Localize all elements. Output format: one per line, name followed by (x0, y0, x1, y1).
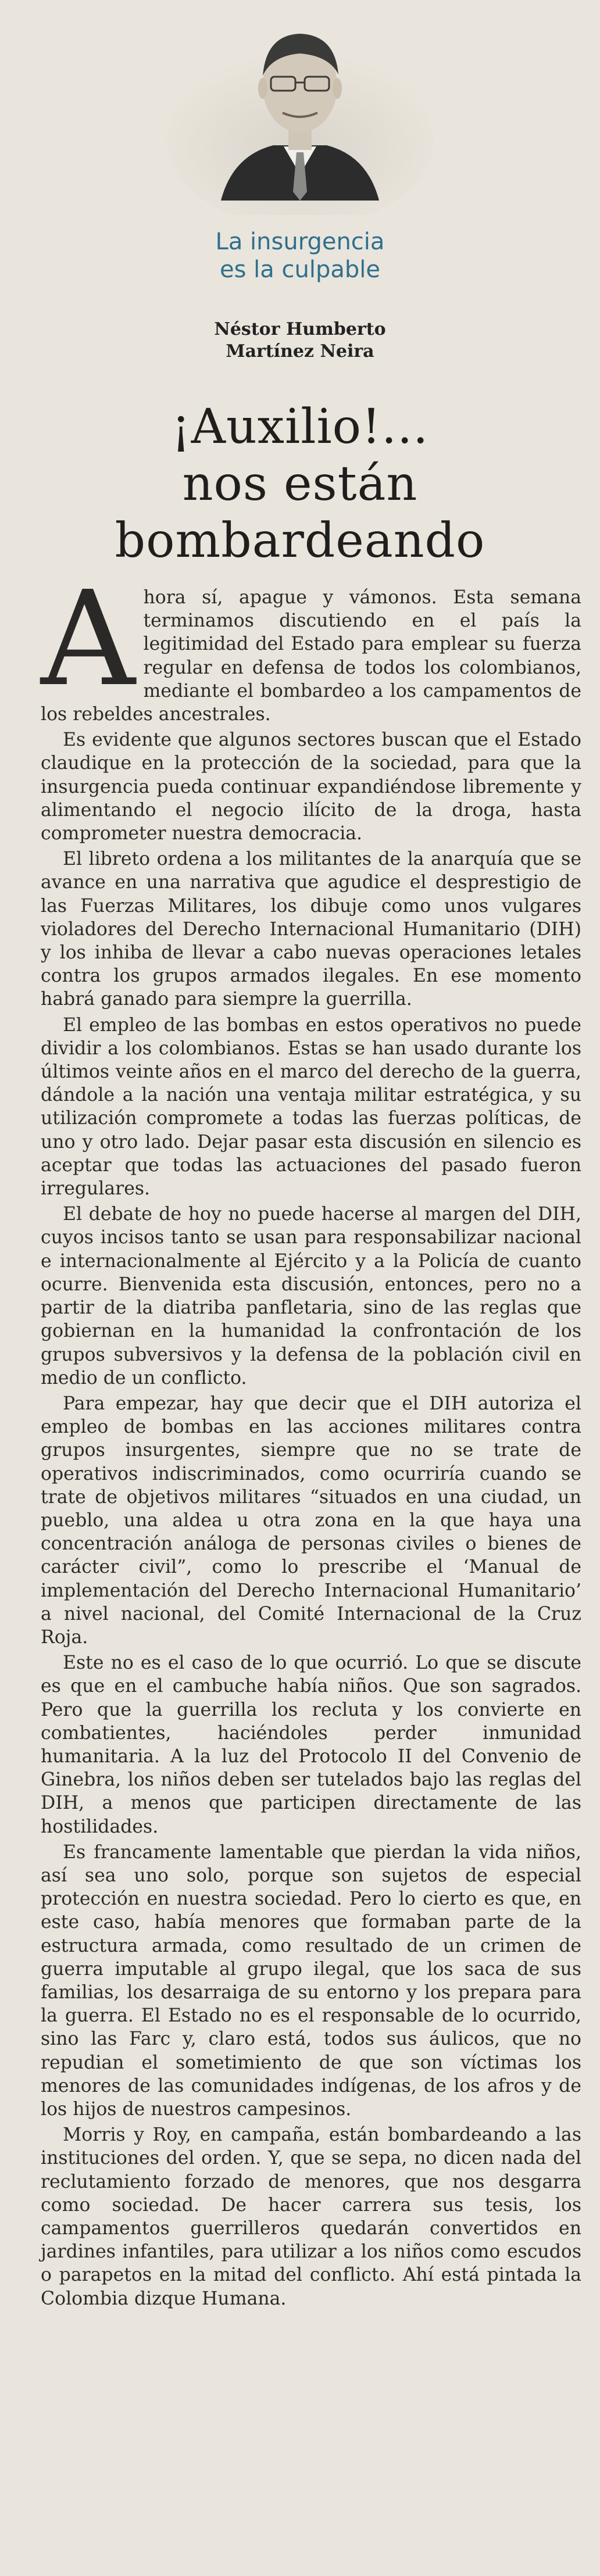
paragraph-2: Es evidente que algunos sectores buscan que el Estado claudique en la protección de la sociedad, para que la insurgencia pueda continuar expandiéndose libremente y alimentando el negocio ilícito de la droga, hasta comprometer nuestra democracia. (41, 729, 581, 845)
author-name-line-2: Martínez Neira (226, 341, 374, 362)
author-portrait (0, 0, 600, 215)
headline-line-2: nos están (182, 456, 418, 511)
drop-cap: A (41, 563, 135, 715)
paragraph-3: El libreto ordena a los militantes de la anarquía que se avance en una narrativa que agudice el desprestigio de las Fuerzas Militares, los dibuje como unos vulgares violadores del Derecho Internacional Humanitario (DIH) y los inhiba de llevar a cabo nuevas operaciones letales contra los grupos armados ilegales. En ese momento habrá ganado para siempre la guerrilla. (41, 849, 581, 1010)
paragraph-1-text: hora sí, apague y vámonos. Esta semana terminamos discutiendo en el país la legitimidad del Estado para emplear su fuerza regular en defensa de todos los colombianos, mediante el bombardeo a los campamentos de los rebeldes ancestrales. (41, 587, 581, 725)
paragraph-1 (41, 563, 581, 726)
article-headline (0, 399, 600, 570)
article-body (41, 563, 581, 2313)
paragraph-9: Morris y Roy, en campaña, están bombardeando a las instituciones del orden. Y, que se sepa, no dicen nada del reclutamiento forzado de menores, que nos desgarra como sociedad. De hacer carrera sus tesis, los campamentos guerrilleros quedarán convertidos en jardines infantiles, para utilizar a los niños como escudos o parapetos en la mitad del conflicto. Ahí está pintada la Colombia dizque Humana. (41, 2124, 581, 2309)
headline-line-1: ¡Auxilio!... (171, 399, 429, 455)
column-title (0, 228, 600, 284)
author-name-line-1: Néstor Humberto (214, 319, 386, 339)
author-portrait-illustration (0, 0, 600, 215)
author-byline (0, 319, 600, 363)
headline-line-3: bombardeando (115, 513, 485, 568)
paragraph-7: Este no es el caso de lo que ocurrió. Lo que se discute es que en el cambuche había niños. Que son sagrados. Pero que la guerrilla los recluta y los convierte en combatientes, haciéndoles perder inmunidad humanitaria. A la luz del Protocolo II del Convenio de Ginebra, los niños deben ser tutelados bajo las reglas del DIH, a menos que participen directamente de las hostilidades. (41, 1652, 581, 1837)
paragraph-8: Es francamente lamentable que pierdan la vida niños, así sea uno solo, porque son sujetos de especial protección en nuestra sociedad. Pero lo cierto es que, en este caso, había menores que formaban parte de la estructura armada, como resultado de un crimen de guerra imputable al grupo ilegal, que los saca de sus familias, los desarraiga de su entorno y los prepara para la guerra. El Estado no es el responsable de lo ocurrido, sino las Farc y, claro está, todos sus áulicos, que no repudian el sometimiento de que son víctimas los menores de las comunidades indígenas, de los afros y de los hijos de nuestros campesinos. (41, 1841, 581, 2120)
paragraph-6: Para empezar, hay que decir que el DIH autoriza el empleo de bombas en las acciones militares contra grupos insurgentes, siempre que no se trate de operativos indiscriminados, como ocurriría cuando se trate de objetivos militares “situados en una ciudad, un pueblo, una aldea u otra zona en la que haya una concentración análoga de personas civiles o bienes de carácter civil”, como lo prescribe el ‘Manual de implementación del Derecho Internacional Humanitario’ a nivel nacional, del Comité Internacional de la Cruz Roja. (41, 1393, 581, 1648)
paragraph-4: El empleo de las bombas en estos operativos no puede dividir a los colombianos. Estas se han usado durante los últimos veinte años en el marco del derecho de la guerra, dándole a la nación una ventaja militar estratégica, y su utilización compromete a todas las fuerzas políticas, de uno y otro lado. Dejar pasar esta discusión en silencio es aceptar que todas las actuaciones del pasado fueron irregulares. (41, 1014, 581, 1200)
column-title-line-2: es la culpable (220, 256, 380, 283)
paragraph-5: El debate de hoy no puede hacerse al margen del DIH, cuyos incisos tanto se usan para responsabilizar nacional e internacionalmente al Ejército y a la Policía de cuanto ocurre. Bienvenida esta discusión, entonces, pero no a partir de la diatriba panfletaria, sino de las reglas que gobiernan en la humanidad la confrontación de los grupos subversivos y la defensa de la población civil en medio de un conflicto. (41, 1204, 581, 1389)
column-title-line-1: La insurgencia (215, 228, 385, 255)
